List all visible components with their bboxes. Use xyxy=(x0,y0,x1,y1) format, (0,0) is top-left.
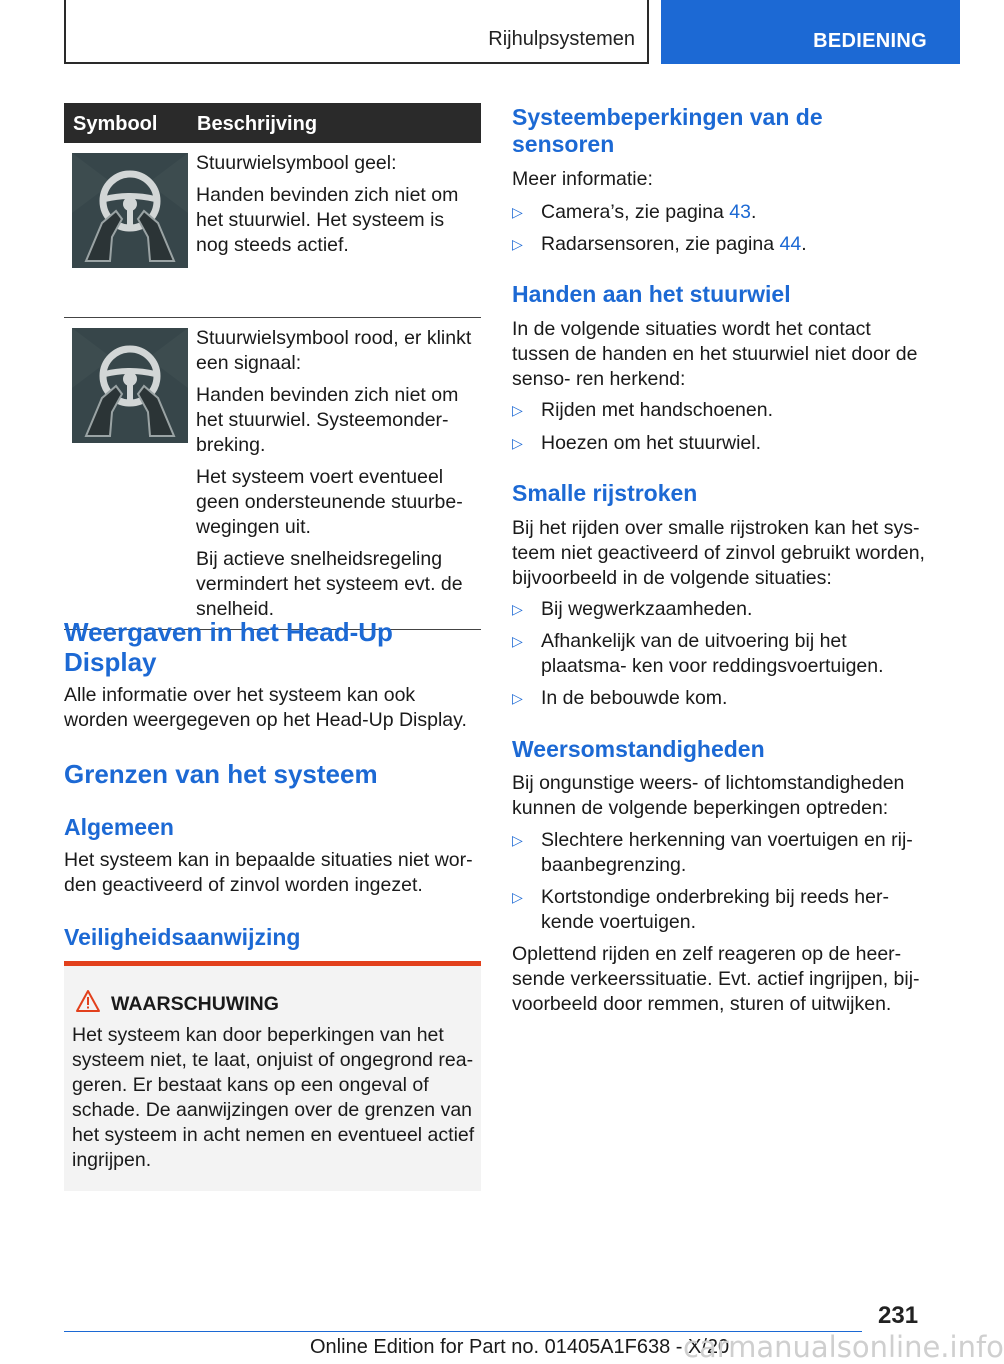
page-link-43[interactable]: 43 xyxy=(729,201,751,223)
heading-limits: Grenzen van het systeem xyxy=(64,759,378,789)
table-row xyxy=(64,318,481,630)
lanes-text: Bij het rijden over smalle rijstroken kan het sys- teem niet geactiveerd of zinvol gebruikt worden, bijvoorbeeld in de volgende situaties: xyxy=(512,517,925,589)
heading-weather: Weersomstandigheden xyxy=(512,736,765,762)
page-number: 231 xyxy=(878,1302,919,1329)
section-title: Rijhulpsystemen xyxy=(488,28,635,50)
weather-text: Bij ongunstige weers- of lichtomstandigheden kunnen de volgende beperkingen optreden: xyxy=(512,772,905,819)
warning-triangle-icon xyxy=(76,990,100,1012)
row-description-line: Handen bevinden zich niet om het stuurwiel. Het systeem is nog steeds actief. xyxy=(196,184,459,256)
heading-lanes: Smalle rijstroken xyxy=(512,480,698,506)
warning-title: WAARSCHUWING xyxy=(111,993,279,1015)
watermark: carmanualsonline.info xyxy=(683,1330,1004,1364)
row-description-line: Het systeem voert eventueel geen ondersteunende stuurbe- wegingen uit. xyxy=(196,466,463,538)
row-description xyxy=(196,326,476,629)
chapter-title: BEDIENING xyxy=(813,30,927,52)
edition-text: Online Edition for Part no. 01405A1F638 - X/20 xyxy=(310,1336,730,1358)
closing-text: Oplettend rijden en zelf reageren op de heer- sende verkeerssituatie. Evt. actief ingrijpen, bij- voorbeeld door remmen, sturen of uitwijken. xyxy=(512,943,920,1015)
row-description-line: Stuurwielsymbool rood, er klinkt een signaal: xyxy=(196,327,472,374)
row-description xyxy=(196,151,476,265)
hud-text: Alle informatie over het systeem kan ook worden weergegeven op het Head-Up Display. xyxy=(64,684,467,731)
steering-wheel-yellow-icon xyxy=(72,153,188,268)
hands-text: In de volgende situaties wordt het contact tussen de handen en het stuurwiel niet door de senso- ren herkend: xyxy=(512,318,918,390)
page-link-44[interactable]: 44 xyxy=(779,233,802,255)
row-description-line: Stuurwielsymbool geel: xyxy=(196,152,397,174)
heading-hud: Weergaven in het Head-Up Display xyxy=(64,617,393,677)
header-chapter-box xyxy=(661,0,960,64)
table-row xyxy=(64,143,481,318)
heading-hands: Handen aan het stuurwiel xyxy=(512,281,791,307)
warning-text: Het systeem kan door beperkingen van het systeem niet, te laat, onjuist of ongegrond rea- geren. Er bestaat kans op een ongeval of schade. De aanwijzingen over de grenzen van het systeem in acht nemen en eventueel actief ingrijpen. xyxy=(72,1024,475,1171)
heading-sensors: Systeembeperkingen van de sensoren xyxy=(512,104,823,157)
warning-box xyxy=(64,961,481,1191)
header-section-box xyxy=(64,0,649,64)
column-header-symbol: Symbool xyxy=(73,113,158,135)
steering-wheel-red-icon xyxy=(72,328,188,443)
symbol-table xyxy=(64,103,481,630)
heading-general: Algemeen xyxy=(64,814,174,840)
row-description-line: Bij actieve snelheidsregeling vermindert het systeem evt. de snelheid. xyxy=(196,548,463,620)
heading-safety: Veiligheidsaanwijzing xyxy=(64,924,301,950)
general-text: Het systeem kan in bepaalde situaties niet wor- den geactiveerd of zinvol worden ingezet. xyxy=(64,849,473,896)
sensor-intro: Meer informatie: xyxy=(512,168,653,190)
table-header xyxy=(64,103,481,143)
column-header-description: Beschrijving xyxy=(197,113,318,135)
row-description-line: Handen bevinden zich niet om het stuurwiel. Systeemonder- breking. xyxy=(196,384,459,456)
